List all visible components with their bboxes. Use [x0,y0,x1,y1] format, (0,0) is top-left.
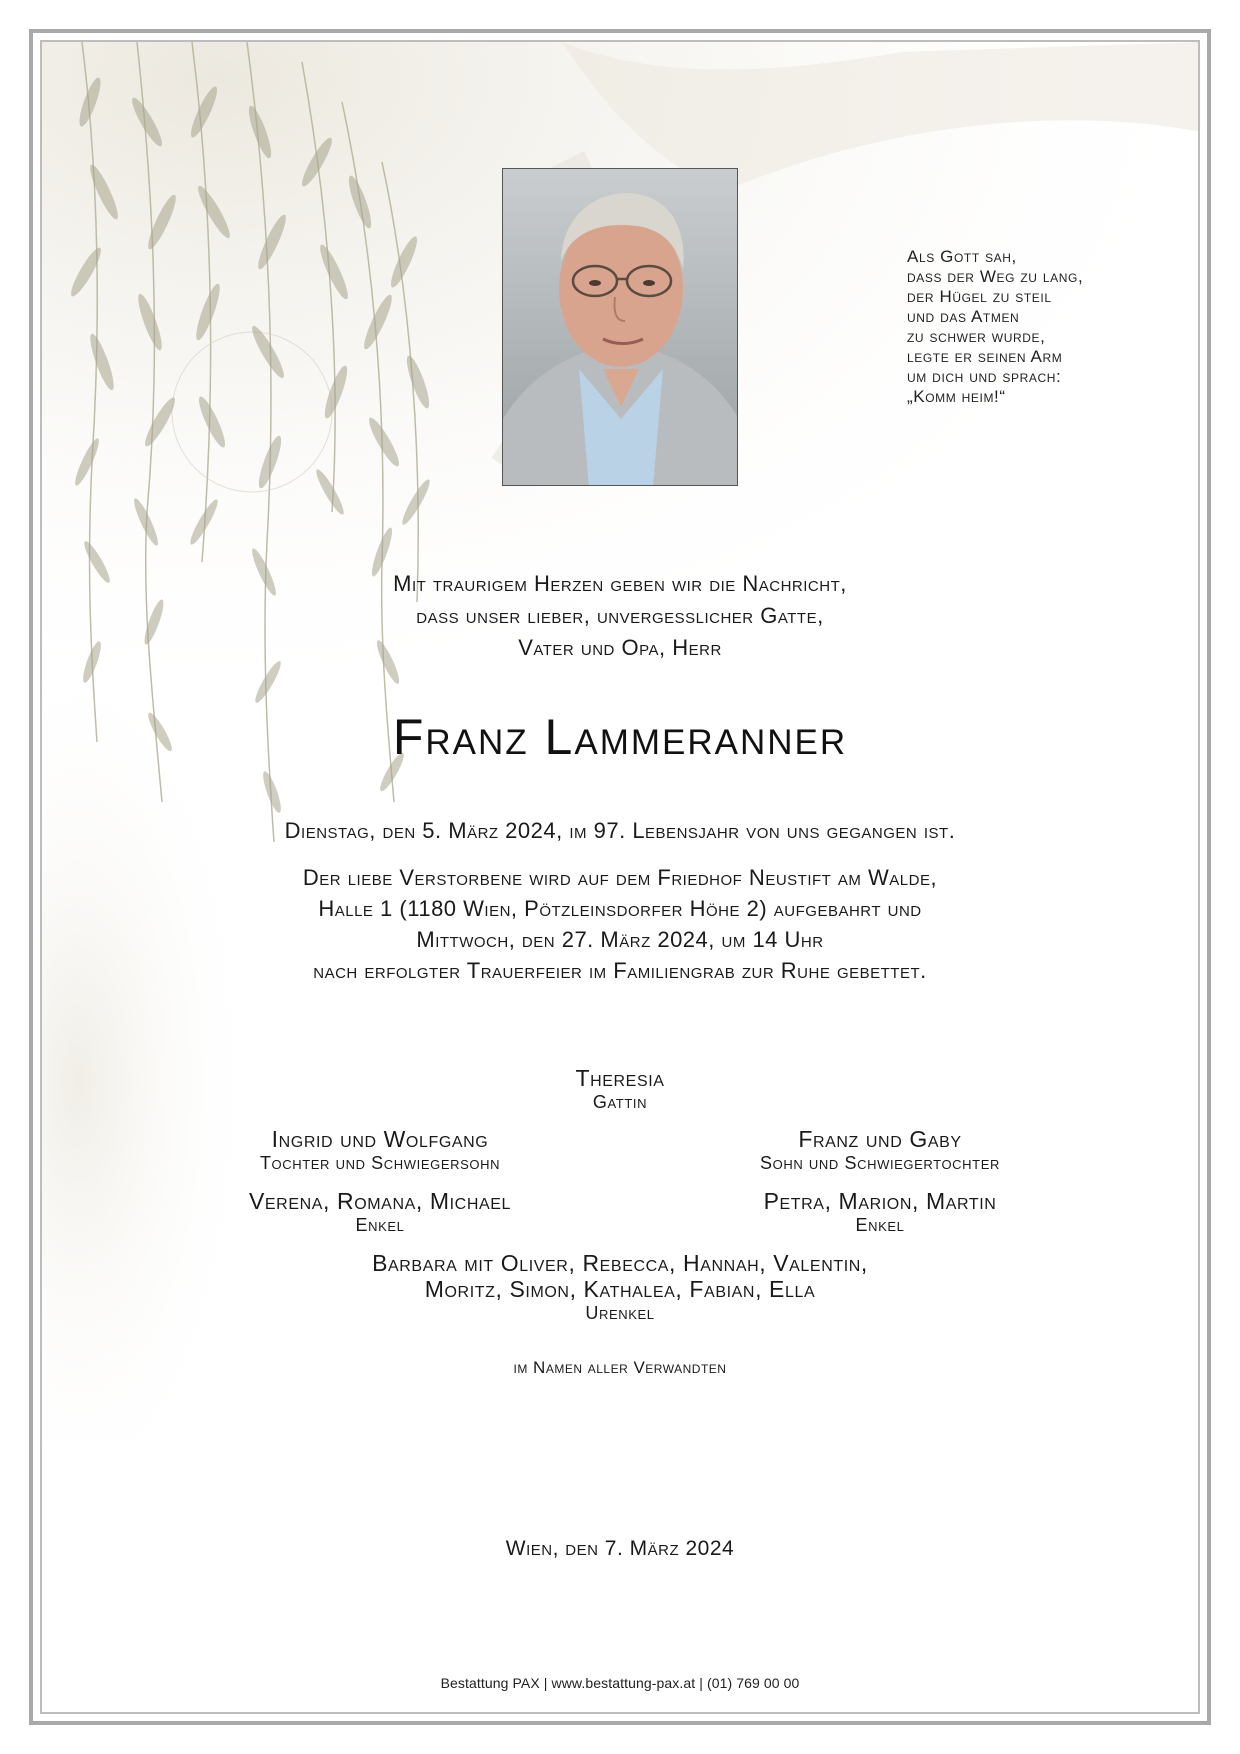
poem-line: der Hügel zu steil [907,287,1052,306]
footer: Bestattung PAX | www.bestattung-pax.at | (01) 769 00 00 [440,1675,800,1691]
family-great-grandchildren [220,1250,1020,1324]
poem-line: „Komm heim!“ [907,387,1006,406]
portrait-photo [502,168,738,486]
family-grandchildren-right [680,1188,1080,1236]
family-names: Franz und Gaby [798,1126,962,1152]
poem-line: um dich und sprach: [907,367,1062,386]
burial-text [0,862,1240,986]
poem [907,247,1147,407]
family-names: Petra, Marion, Martin [763,1188,997,1214]
family-names: Moritz, Simon, Kathalea, Fabian, Ella [424,1276,816,1302]
family-role: Gattin [592,1092,648,1112]
family-names: Verena, Romana, Michael [248,1188,512,1214]
family-role: Sohn und Schwiegertochter [760,1153,1000,1173]
family-role: Tochter und Schwiegersohn [259,1153,501,1173]
family-son [680,1126,1080,1174]
intro-text [0,568,1240,664]
poem-line: und das Atmen [907,307,1020,326]
on-behalf-line: im Namen aller Verwandten [513,1358,727,1377]
poem-line: dass der Weg zu lang, [907,267,1084,286]
family-names: Theresia [575,1065,665,1091]
intro-line: Vater und Opa, Herr [518,635,722,660]
family-grandchildren-left [180,1188,580,1236]
intro-line: Mit traurigem Herzen geben wir die Nachricht, [393,571,847,596]
family-names: Barbara mit Oliver, Rebecca, Hannah, Valentin, [372,1250,868,1276]
burial-line: nach erfolgter Trauerfeier im Familiengrab zur Ruhe gebettet. [313,958,927,983]
family-spouse [420,1065,820,1113]
poem-line: legte er seinen Arm [907,347,1063,366]
portrait-icon [503,169,738,486]
poem-line: zu schwer wurde, [907,327,1046,346]
family-role: Enkel [355,1215,405,1235]
willow-branches-icon [42,42,462,942]
place-date: Wien, den 7. März 2024 [505,1537,735,1560]
deceased-name: Franz Lammeranner [392,709,848,765]
family-role: Enkel [855,1215,905,1235]
family-role: Urenkel [585,1303,655,1323]
family-daughter [180,1126,580,1174]
burial-line: Mittwoch, den 27. März 2024, um 14 Uhr [416,927,824,952]
intro-line: dass unser lieber, unvergesslicher Gatte, [416,603,824,628]
burial-line: Der liebe Verstorbene wird auf dem Friedhof Neustift am Walde, [302,865,938,890]
burial-line: Halle 1 (1180 Wien, Pötzleinsdorfer Höhe 2) aufgebahrt und [318,896,922,921]
family-names: Ingrid und Wolfgang [271,1126,489,1152]
poem-line: Als Gott sah, [907,247,1017,266]
death-line: Dienstag, den 5. März 2024, im 97. Lebensjahr von uns gegangen ist. [284,818,956,843]
